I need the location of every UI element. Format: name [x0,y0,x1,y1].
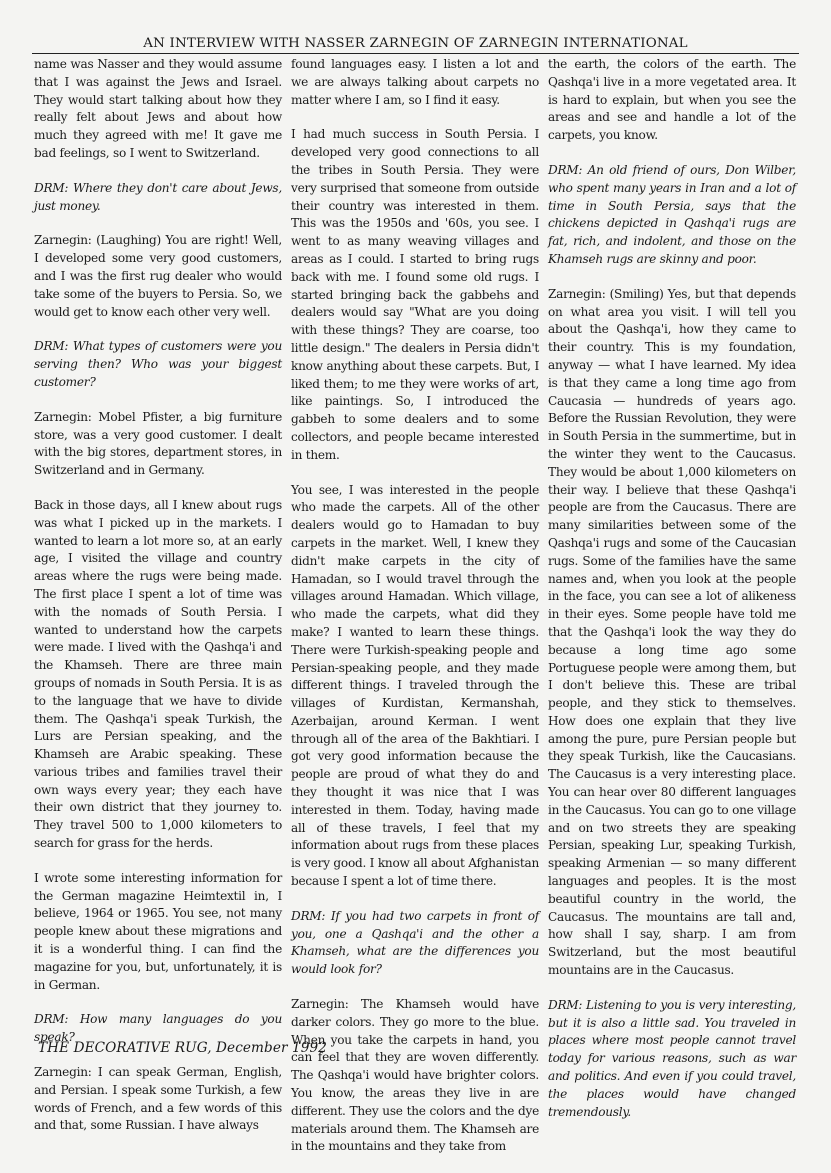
column-1 [34,56,282,1152]
question-paragraph: DRM: Listening to you is very interesting, but it is also a little sad. You traveled in places where most people cannot travel today for various reasons, such as war and politics. And even if you could travel, the places would have changed tremendously. [548,997,796,1119]
answer-paragraph: Zarnegin: (Smiling) Yes, but that depends on what area you visit. I will tell you about the Qashqa'i, how they came to their country. This is my foundation, anyway — what I have learned. My idea is that they came a long time ago from Caucasia — hundreds of years ago. Before the Russian Revolution, they were in South Persia in the summertime, but in the winter they went to the Caucasus. They would be about 1,000 kilometers on their way. I believe that these Qashqa'i people are from the Caucasus. There are many similarities between some of the Qashqa'i rugs and some of the Caucasian rugs. Some of the families have the same names and, when you look at the people in the face, you can see a lot of alikeness in their eyes. Some people have told me that the Qashqa'i look the way they do because a long time ago some Portuguese people were among them, but I don't believe this. These are tribal people, and they stick to themselves. How does one explain that they live among the pure, pure Persian people but they speak Turkish, like the Caucasians. The Caucasus is a very interesting place. You can hear over 80 different languages in the Caucasus. You can go to one village and on two streets they are speaking Persian, speaking Lur, speaking Turkish, speaking Armenian — so many different languages and peoples. It is the most beautiful country in the world, the Caucasus. The mountains are tall and, how shall I say, sharp. I am from Switzerland, but the most beautiful mountains are in the Caucasus. [548,286,796,978]
answer-paragraph: I wrote some interesting information for the German magazine Heimtextil in, I believe, 1964 or 1965. You see, not many people knew about these migrations and it is a wonderful thing. I can find the magazine for you, but, unfortunately, it is in German. [34,870,282,992]
answer-paragraph: I had much success in South Persia. I developed very good connections to all the tribes in South Persia. They were very surprised that someone from outside their country was interested in them. This was the 1950s and '60s, you see. I went to as many weaving villages and areas as I could. I started to bring rugs back with me. I found some old rugs. I started bringing back the gabbehs and dealers would say "What are you doing with these things? They are coarse, too little design." The dealers in Persia didn't know anything about these carpets. But, I liked them; to me they were works of art, like paintings. So, I introduced the gabbeh to some dealers and to some collectors, and people became interested in them. [291,127,539,462]
answer-paragraph: Back in those days, all I knew about rugs was what I picked up in the markets. I wanted to learn a lot more so, at an early age, I visited the village and country areas where the rugs were being made. The first place I spent a lot of time was with the nomads of South Persia. I wanted to understand how the carpets were made. I lived with the Qashqa'i and the Khamseh. There are three main groups of nomads in South Persia. It is as to the language that we have to divide them. The Qashqa'i speak Turkish, the Lurs are Persian speaking, and the Khamseh are Arabic speaking. These various tribes and families travel their own ways every year; they each have their own district that they journey to. They travel 500 to 1,000 kilometers to search for grass for the herds. [34,497,282,851]
running-header: AN INTERVIEW WITH NASSER ZARNEGIN OF ZARNEGIN INTERNATIONAL [32,36,799,54]
question-paragraph: DRM: An old friend of ours, Don Wilber, who spent many years in Iran and a lot of time in South Persia, says that the chickens depicted in Qashqa'i rugs are fat, rich, and indolent, and those on the Khamseh rugs are skinny and poor. [548,162,796,266]
question-paragraph: DRM: If you had two carpets in front of you, one a Qashqa'i and the other a Khamseh, what are the differences you would look for? [291,908,539,977]
column-3 [548,56,796,1138]
answer-paragraph: Zarnegin: I can speak German, English, and Persian. I speak some Turkish, a few words of French, and a few words of this and that, some Russian. I have always [34,1065,282,1133]
question-paragraph: DRM: Where they don't care about Jews, just money. [34,180,282,213]
answer-paragraph: the earth, the colors of the earth. The Qashqa'i live in a more vegetated area. It is hard to explain, but when you see the areas and see and handle a lot of the carpets, you know. [548,57,796,143]
answer-paragraph: name was Nasser and they would assume that I was against the Jews and Israel. They would start talking about how they really felt about Jews and about how much they agreed with me! It gave me bad feelings, so I went to Switzerland. [34,57,282,160]
answer-paragraph: You see, I was interested in the people who made the carpets. All of the other dealers would go to Hamadan to buy carpets in the market. Well, I knew they didn't make carpets in the city of Hamadan, so I would travel through the villages around Hamadan. Which village, who made the carpets, what did they make? I wanted to learn these things. There were Turkish-speaking people and Persian-speaking people, and they made different things. I traveled through the villages of Kurdistan, Kermanshah, Azerbaijan, around Kerman. I went through all of the area of the Bakhtiari. I got very good information because the people are proud of what they do and they thought it was nice that I was interested in them. Today, having made all of these travels, I feel that my information about rugs from these places is very good. I know all about Afghanistan because I spent a lot of time there. [291,482,539,889]
column-2 [291,56,539,1173]
question-paragraph: DRM: What types of customers were you serving then? Who was your biggest customer? [34,339,282,389]
page-footer: THE DECORATIVE RUG, December 1992 [38,1040,328,1056]
question-paragraph: DRM: How many languages do you speak? [34,1012,282,1045]
answer-paragraph: Zarnegin: Mobel Pfister, a big furniture store, was a very good customer. I dealt with the big stores, department stores, in Switzerland and in Germany. [34,409,282,478]
answer-paragraph: Zarnegin: The Khamseh would have darker colors. They go more to the blue. When you take the carpets in hand, you can feel that they are woven differently. The Qashqa'i would have brighter colors. You know, the areas they live in are different. They use the colors and the dye materials around them. The Khamseh are in the mountains and they take from [291,997,539,1154]
answer-paragraph: found languages easy. I listen a lot and we are always talking about carpets no matter where I am, so I find it easy. [291,57,539,107]
answer-paragraph: Zarnegin: (Laughing) You are right! Well, I developed some very good customers, and I was the first rug dealer who would take some of the buyers to Persia. So, we would get to know each other very well. [34,233,282,319]
